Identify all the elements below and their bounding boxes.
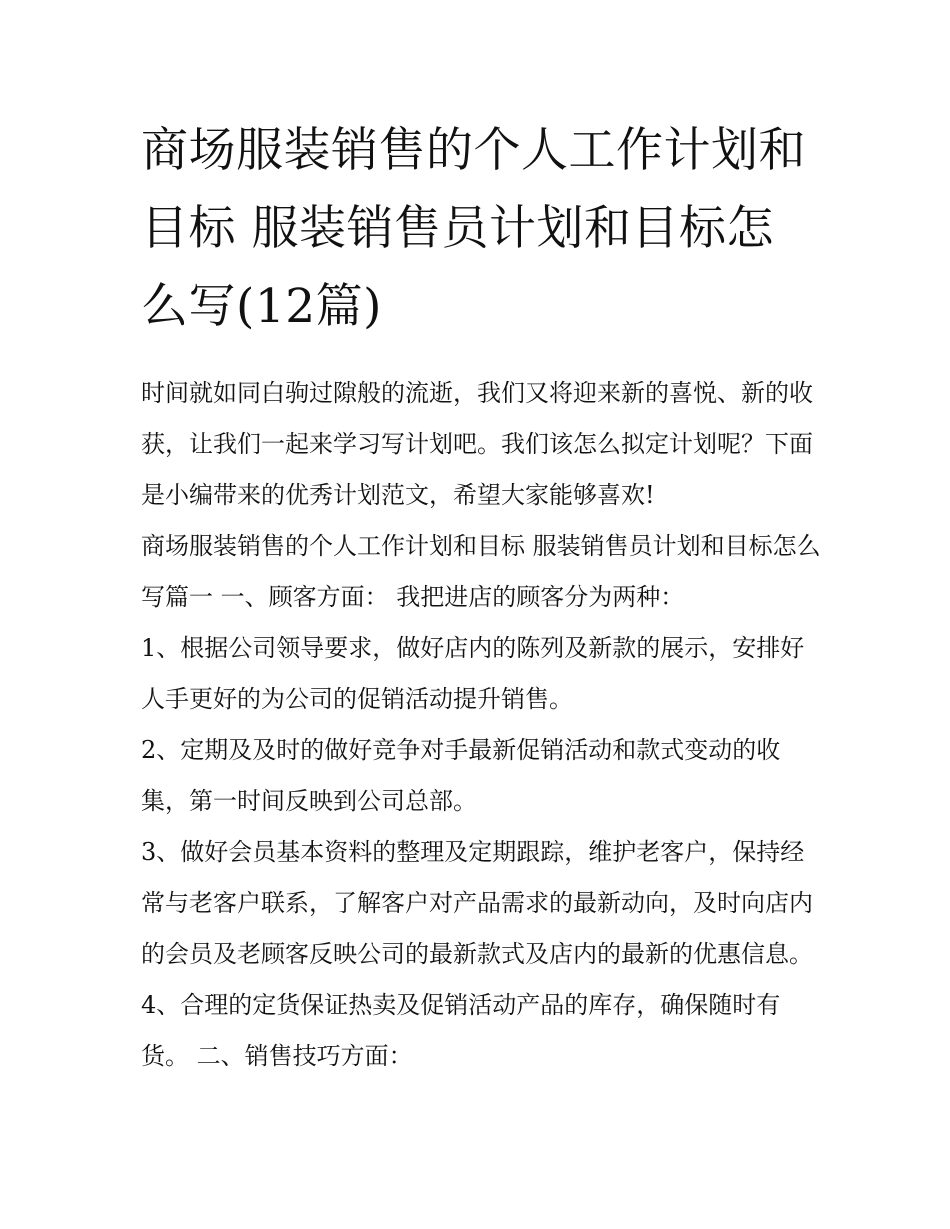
document-body	[141, 368, 821, 1082]
list-item-2: 2、定期及及时的做好竞争对手最新促销活动和款式变动的收集，第一时间反映到公司总部。	[141, 736, 781, 815]
list-item-4: 4、合理的定货保证热卖及促销活动产品的库存，确保随时有货。 二、销售技巧方面：	[141, 991, 781, 1070]
intro-paragraph: 时间就如同白驹过隙般的流逝，我们又将迎来新的喜悦、新的收获，让我们一起来学习写计划吧。我们该怎么拟定计划呢？下面是小编带来的优秀计划范文，希望大家能够喜欢!	[141, 379, 813, 509]
document-page	[141, 112, 821, 1082]
section-heading-paragraph: 商场服装销售的个人工作计划和目标 服装销售员计划和目标怎么写篇一 一、顾客方面： 我把进店的顾客分为两种：	[141, 532, 821, 611]
list-item-3: 3、做好会员基本资料的整理及定期跟踪，维护老客户，保持经常与老客户联系，了解客户对产品需求的最新动向，及时向店内的会员及老顾客反映公司的最新款式及店内的最新的优惠信息。	[141, 838, 813, 968]
document-title: 商场服装销售的个人工作计划和目标 服装销售员计划和目标怎么写(12篇)	[141, 123, 806, 334]
list-item-1: 1、根据公司领导要求，做好店内的陈列及新款的展示，安排好人手更好的为公司的促销活动提升销售。	[141, 634, 805, 713]
